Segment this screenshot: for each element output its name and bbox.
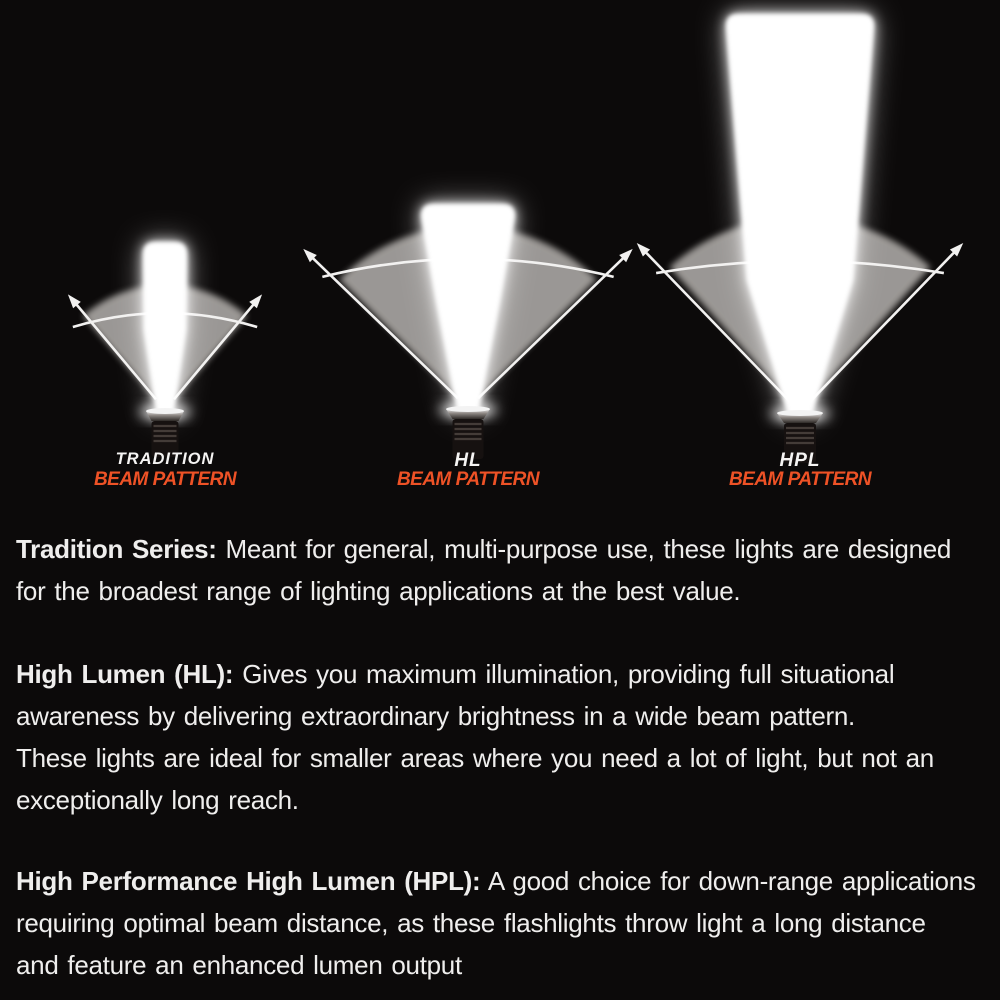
text-line: requiring optimal beam distance, as these flashlights throw light a long distance — [16, 908, 926, 938]
text-line: for the broadest range of lighting applications at the best value. — [16, 576, 741, 606]
text-line: Tradition Series: Meant for general, multi-purpose use, these lights are designed — [16, 534, 952, 564]
hpl-lead: High Performance High Lumen (HPL): — [16, 866, 481, 896]
text-line: exceptionally long reach. — [16, 785, 299, 815]
hl-label: HL — [454, 450, 482, 471]
text-line: awareness by delivering extraordinary brightness in a wide beam pattern. — [16, 701, 855, 731]
tradition-beam-pattern-label: BEAM PATTERN — [93, 469, 237, 490]
tradition-series-paragraph — [16, 528, 951, 612]
text-line: High Lumen (HL): Gives you maximum illumination, providing full situational — [16, 659, 895, 689]
hpl-beam-pattern-label: BEAM PATTERN — [728, 469, 872, 490]
high-performance-high-lumen-paragraph — [16, 860, 976, 986]
tradition-series-lead: Tradition Series: — [16, 534, 217, 564]
tradition-label: TRADITION — [115, 450, 215, 468]
flashlight-lens-ring — [146, 408, 184, 414]
high-lumen-paragraph — [16, 653, 934, 821]
text-line: These lights are ideal for smaller areas where you need a lot of light, but not an — [16, 743, 934, 773]
flashlight-lens-ring — [446, 406, 490, 412]
hl-beam-diagram — [303, 204, 632, 459]
hpl-label: HPL — [779, 450, 821, 471]
hpl-beam-diagram — [637, 14, 963, 463]
text-line: and feature an enhanced lumen output — [16, 950, 462, 980]
text-line: High Performance High Lumen (HPL): A good choice for down-range applications — [16, 866, 976, 896]
flashlight-lens-ring — [777, 410, 823, 416]
hl-beam-pattern-label: BEAM PATTERN — [396, 469, 540, 490]
tradition-beam-diagram — [68, 242, 262, 457]
high-lumen-lead: High Lumen (HL): — [16, 659, 234, 689]
